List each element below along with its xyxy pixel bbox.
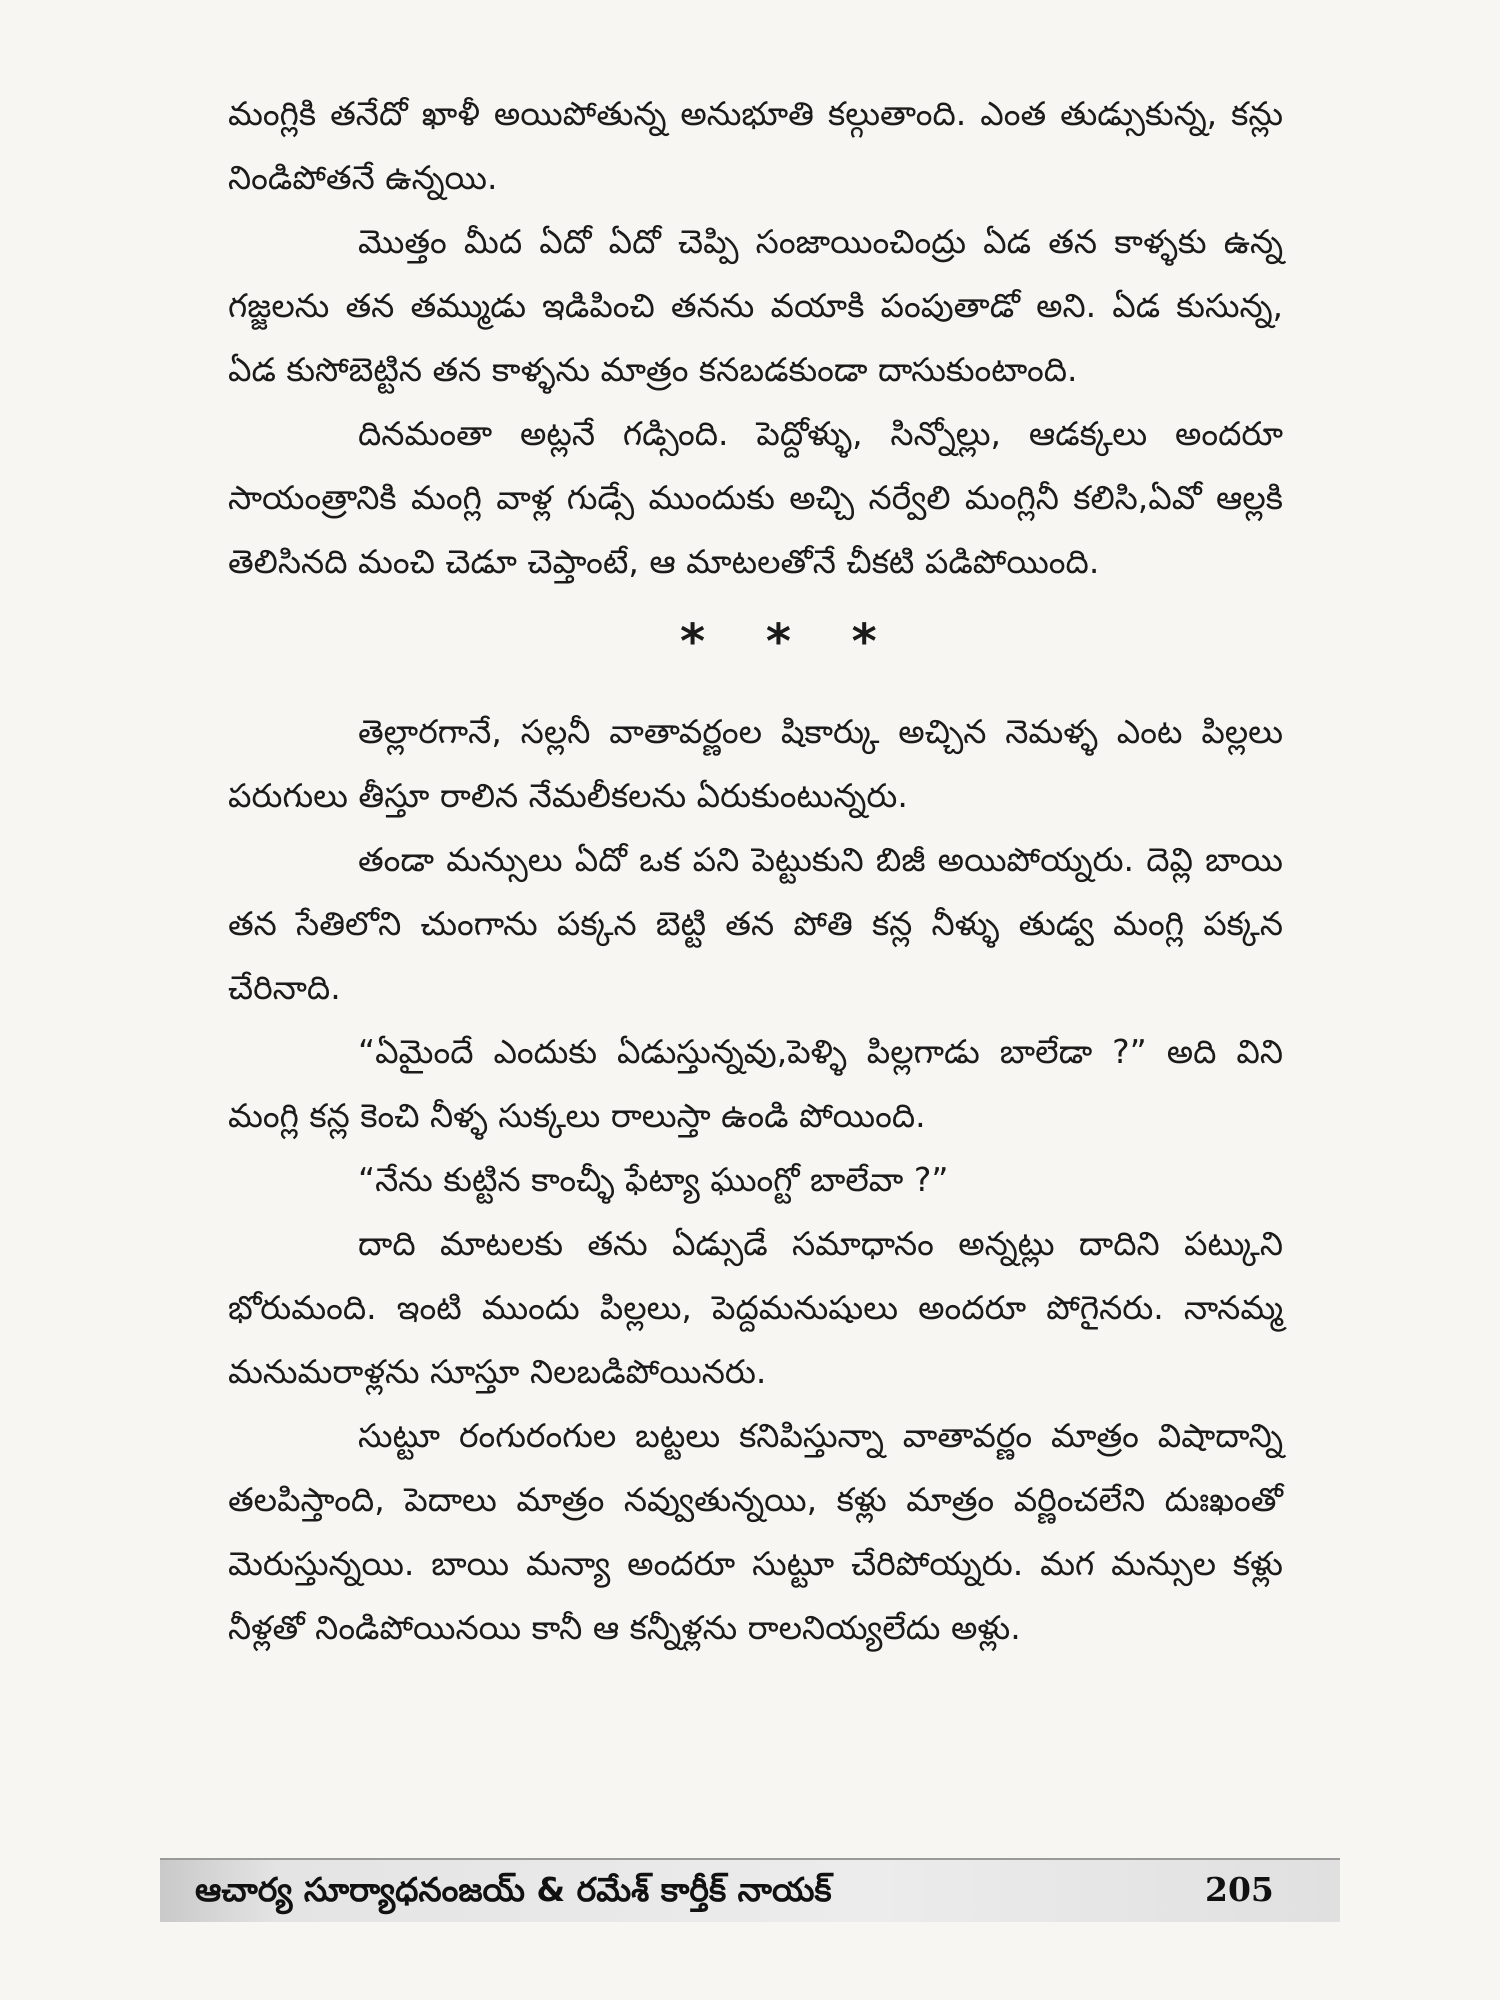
paragraph: “నేను కుట్టిన కాంచ్ళీ ఫేట్యా ఘుంగ్టో బాలేవా ?” <box>358 1160 949 1199</box>
paragraph: తండా మన్సులు ఏదో ఒక పని పెట్టుకుని బిజీ అయిపోయ్నరు. దెవ్లి బాయి తన సేతిలోని చుంగాను పక్కన బెట్టి తన పోతి కన్ల నీళ్ళు తుడ్వ మంగ్లి పక్కన చేరినాది. <box>228 840 1283 1007</box>
footer-authors: ఆచార్య సూర్యాధనంజయ్ & రమేశ్ కార్తీక్ నాయక్ <box>195 1870 832 1909</box>
paragraph: “ఏమైందే ఎందుకు ఏడుస్తున్నవు,పెళ్ళి పిల్లగాడు బాలేడా ?” అది విని మంగ్లి కన్ల కెంచి నీళ్ళ సుక్కలు రాలుస్తా ఉండి పోయింది. <box>228 1032 1283 1135</box>
paragraph: దినమంతా అట్లనే గడ్సింది. పెద్దోళ్ళు, సిన్నోల్లు, ఆడక్కలు అందరూ సాయంత్రానికి మంగ్లి వాళ్ల గుడ్సే ముందుకు అచ్చి నర్వేలి మంగ్లినీ కలిసి,ఏవో ఆల్లకి తెలిసినది మంచి చెడూ చెప్తాంటే, ఆ మాటలతోనే చీకటి పడిపోయింది. <box>228 414 1283 581</box>
body-text-part-1 <box>228 82 1283 594</box>
page-number: 205 <box>1205 1870 1274 1909</box>
section-separator: * * * <box>680 614 899 670</box>
paragraph: మొత్తం మీద ఏదో ఏదో చెప్పి సంజాయించింద్రు ఏడ తన కాళ్ళకు ఉన్న గజ్జలను తన తమ్ముడు ఇడిపించి తనను వయాకి పంపుతాడో అని. ఏడ కుసున్న, ఏడ కుసోబెట్టిన తన కాళ్ళను మాత్రం కనబడకుండా దాసుకుంటాంది. <box>228 222 1283 389</box>
paragraph: సుట్టూ రంగురంగుల బట్టలు కనిపిస్తున్నా వాతావర్ణం మాత్రం విషాదాన్ని తలపిస్తాంది, పెదాలు మాత్రం నవ్వుతున్నయి, కళ్లు మాత్రం వర్ణించలేని దుఃఖంతో మెరుస్తున్నయి. బాయి మన్యా అందరూ సుట్టూ చేరిపోయ్నరు. మగ మన్సుల కళ్లు నీళ్లతో నిండిపోయినయి కానీ ఆ కన్నీళ్లను రాలనియ్యలేదు అళ్లు. <box>228 1416 1283 1647</box>
paragraph: తెల్లారగానే, సల్లనీ వాతావర్ణంల షికార్కు అచ్చిన నెమళ్ళ ఎంట పిల్లలు పరుగులు తీస్తూ రాలిన నేమలీకలను ఏరుకుంటున్నరు. <box>228 712 1283 815</box>
paragraph: మంగ్లికి తనేదో ఖాళీ అయిపోతున్న అనుభూతి కల్గుతాంది. ఎంత తుడ్సుకున్న, కన్లు నిండిపోతనే ఉన్నయి. <box>228 94 1283 197</box>
body-text-part-2 <box>228 700 1283 1660</box>
paragraph: దాది మాటలకు తను ఏడ్సుడే సమాధానం అన్నట్లు దాదిని పట్కుని భోరుమంది. ఇంటి ముందు పిల్లలు, పెద్దమనుషులు అందరూ పోగైనరు. నానమ్మ మనుమరాళ్లను సూస్తూ నిలబడిపోయినరు. <box>228 1224 1283 1391</box>
